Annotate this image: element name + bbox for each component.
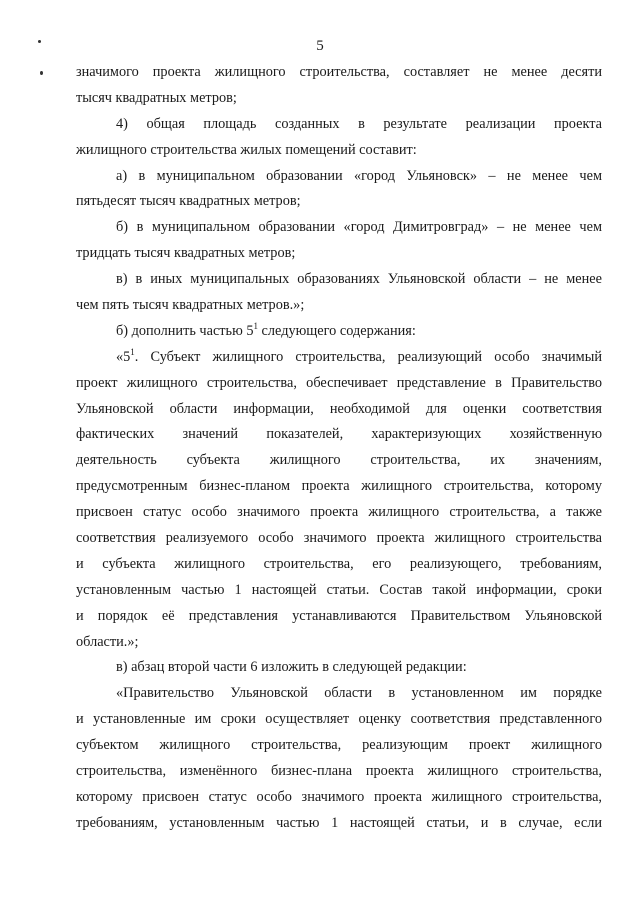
line-text: в) в иных муниципальных образованиях Ульяновской области – не менее (116, 271, 602, 288)
text-line (76, 604, 602, 630)
text-line (76, 811, 602, 837)
line-text: тридцать тысяч квадратных метров; (76, 245, 296, 262)
line-text: и порядок её представления устанавливаются Правительством Ульяновской (76, 607, 602, 624)
line-text: субъектом жилищного строительства, реализующим проект жилищного (76, 737, 602, 754)
scan-speck (38, 40, 41, 43)
line-text: чем пять тысяч квадратных метров.»; (76, 297, 305, 314)
text-line (76, 267, 602, 293)
text-line (76, 319, 602, 345)
line-text: 4) общая площадь созданных в результате реализации проекта (116, 115, 602, 132)
text-line (76, 60, 602, 86)
line-text: деятельность субъекта жилищного строительства, их значениям, (76, 452, 602, 469)
line-text: пятьдесят тысяч квадратных метров; (76, 193, 301, 210)
text-line (76, 733, 602, 759)
text-line (76, 241, 602, 267)
line-text: жилищного строительства жилых помещений составит: (76, 141, 417, 158)
text-line (76, 474, 602, 500)
line-text: в) абзац второй части 6 изложить в следующей редакции: (116, 659, 467, 676)
text-line (76, 138, 602, 164)
text-line (76, 707, 602, 733)
line-text: установленным частью 1 настоящей статьи. Состав такой информации, сроки (76, 581, 602, 598)
text-line (76, 112, 602, 138)
text-line (76, 371, 602, 397)
superscript: 1 (130, 346, 135, 357)
line-text-continued: . Субъект жилищного строительства, реализующий особо значимый (134, 348, 602, 365)
document-body (76, 60, 602, 837)
line-text: значимого проекта жилищного строительства, составляет не менее десяти (76, 64, 602, 80)
text-line (76, 655, 602, 681)
line-text: соответствия реализуемого особо значимого проекта жилищного строительства (76, 530, 602, 547)
line-text: и установленные им сроки осуществляет оценку соответствия представленного (76, 711, 602, 728)
line-text: предусмотренным бизнес-планом проекта жилищного строительства, которому (76, 478, 602, 495)
text-line (76, 681, 602, 707)
text-line (76, 293, 602, 319)
line-text: проект жилищного строительства, обеспечивает представление в Правительство (76, 374, 602, 391)
line-text-continued: следующего содержания: (257, 322, 416, 339)
text-line (76, 397, 602, 423)
scan-speck (40, 71, 43, 75)
text-line (76, 422, 602, 448)
line-text: области.»; (76, 633, 139, 650)
text-line (76, 526, 602, 552)
text-line (76, 500, 602, 526)
line-text: фактических значений показателей, характеризующих хозяйственную (76, 426, 602, 443)
line-text: строительства, изменённого бизнес-плана проекта жилищного строительства, (76, 763, 602, 780)
line-text: требованиям, установленным частью 1 настоящей статьи, и в случае, если (76, 814, 602, 831)
text-line (76, 448, 602, 474)
text-line (76, 578, 602, 604)
text-line (76, 164, 602, 190)
line-text: «5 (116, 348, 131, 365)
line-text: «Правительство Ульяновской области в установленном им порядке (116, 685, 602, 702)
text-line (76, 759, 602, 785)
page-number: 5 (316, 38, 324, 54)
line-text: б) дополнить частью 5 (116, 322, 254, 339)
text-line (76, 86, 602, 112)
text-line (76, 552, 602, 578)
line-text: тысяч квадратных метров; (76, 89, 237, 106)
line-text: которому присвоен статус особо значимого проекта жилищного строительства, (76, 788, 602, 805)
text-line (76, 345, 602, 371)
text-line (76, 630, 602, 656)
line-text: присвоен статус особо значимого проекта жилищного строительства, а также (76, 504, 602, 521)
line-text: Ульяновской области информации, необходимой для оценки соответствия (76, 400, 602, 417)
line-text: б) в муниципальном образовании «город Димитровград» – не менее чем (116, 219, 602, 236)
text-line (76, 785, 602, 811)
superscript: 1 (253, 320, 258, 331)
text-line (76, 215, 602, 241)
line-text: и субъекта жилищного строительства, его реализующего, требованиям, (76, 555, 602, 572)
line-text: а) в муниципальном образовании «город Ульяновск» – не менее чем (116, 167, 602, 184)
text-line (76, 189, 602, 215)
